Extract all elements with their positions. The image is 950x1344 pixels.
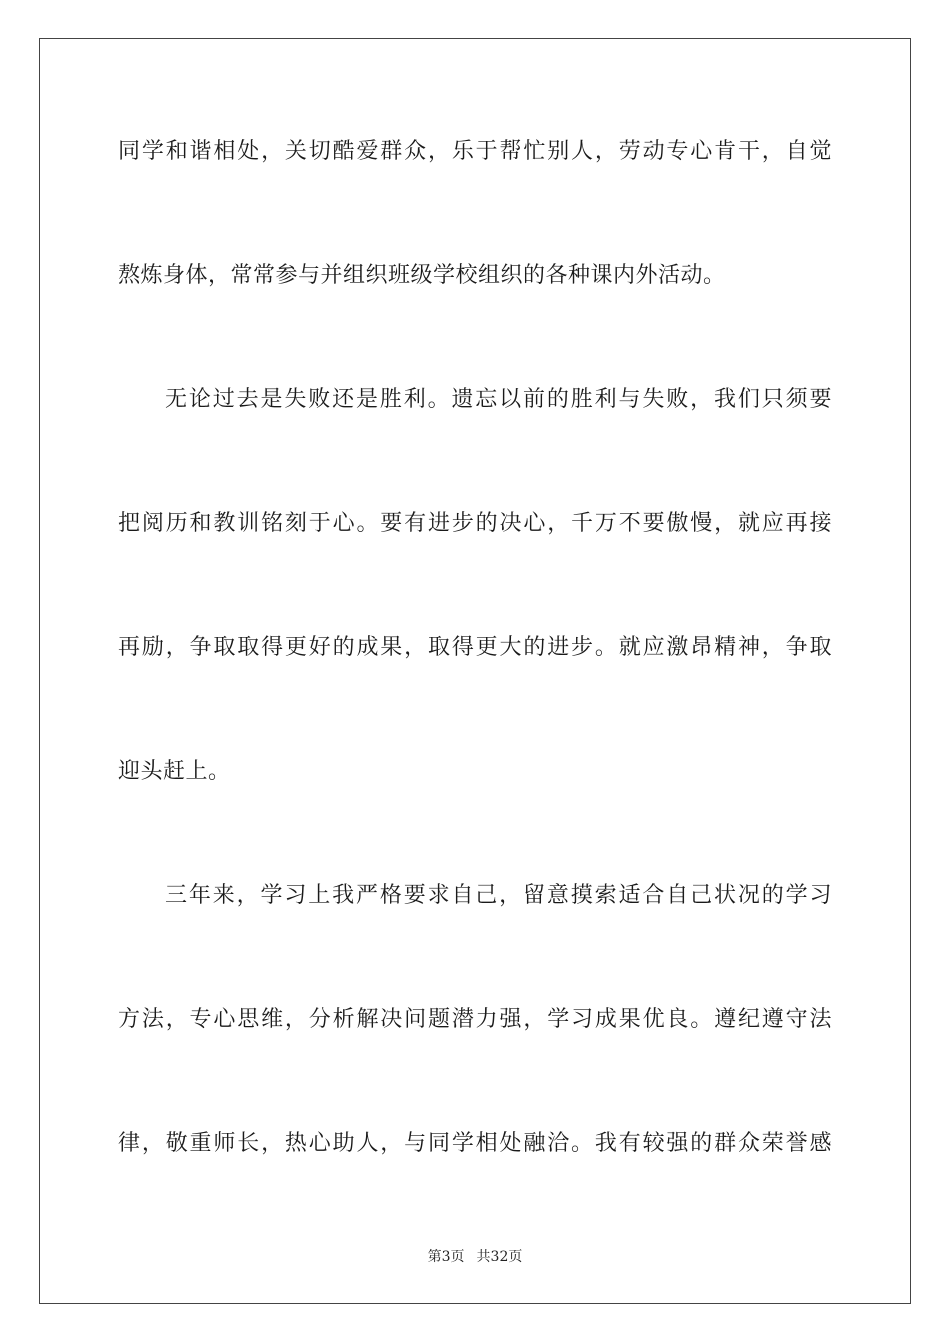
text-line: 方法，专心思维，分析解决问题潜力强，学习成果优良。遵纪遵守法 xyxy=(118,1007,832,1032)
page-footer xyxy=(0,1246,950,1266)
text-line: 迎头赶上。 xyxy=(118,759,231,784)
text-line: 把阅历和教训铭刻于心。要有进步的决心，千万不要傲慢，就应再接 xyxy=(118,511,832,536)
text-line: 同学和谐相处，关切酷爱群众，乐于帮忙别人，劳动专心肯干，自觉 xyxy=(118,139,832,164)
page-number: 第3页 xyxy=(427,1249,465,1265)
page-total: 共32页 xyxy=(476,1249,523,1265)
text-line: 三年来，学习上我严格要求自己，留意摸索适合自己状况的学习 xyxy=(165,883,832,908)
text-line: 律，敬重师长，热心助人，与同学相处融洽。我有较强的群众荣誉感 xyxy=(118,1131,832,1156)
text-line: 熬炼身体，常常参与并组织班级学校组织的各种课内外活动。 xyxy=(118,263,726,288)
text-line: 再励，争取取得更好的成果，取得更大的进步。就应激昂精神，争取 xyxy=(118,635,832,660)
text-line: 无论过去是失败还是胜利。遗忘以前的胜利与失败，我们只须要 xyxy=(165,387,832,412)
page-border xyxy=(39,38,911,1304)
